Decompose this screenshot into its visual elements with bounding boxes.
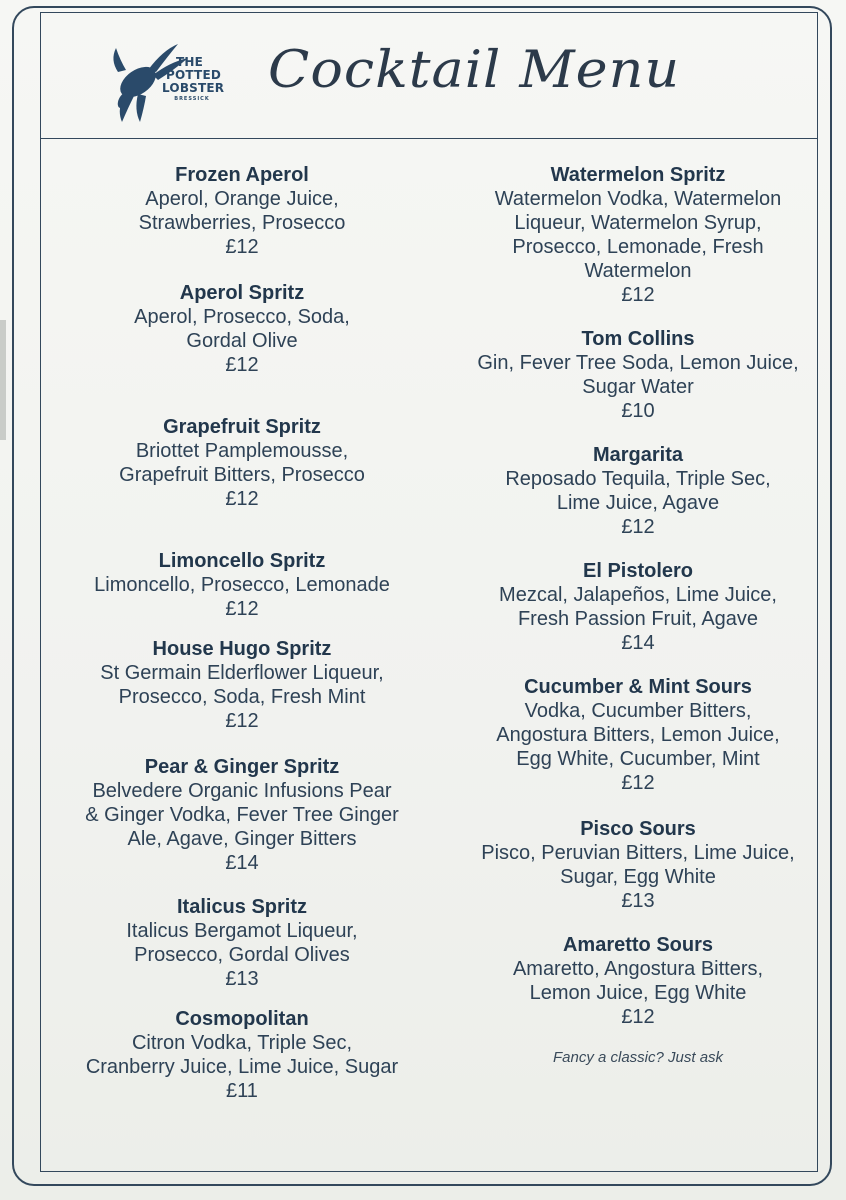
item-price: £13 [225, 968, 259, 990]
logo-line2: POTTED [166, 68, 222, 82]
item-name: House Hugo Spritz [152, 638, 332, 660]
item-description: Belvedere Organic Infusions Pear & Ginger Vodka, Fever Tree Ginger Ale, Agave, Ginger Bitters [85, 780, 399, 850]
menu-item [52, 281, 432, 377]
item-price: £13 [621, 890, 655, 912]
item-price: £11 [226, 1080, 258, 1102]
menu-item [446, 163, 830, 307]
item-name: El Pistolero [582, 560, 694, 582]
item-description: Aperol, Prosecco, Soda, Gordal Olive [134, 306, 350, 352]
item-name: Italicus Spritz [176, 896, 308, 918]
menu-item [52, 895, 432, 991]
item-name: Frozen Aperol [175, 164, 309, 186]
logo-line1: THE [176, 55, 204, 69]
menu-title: Cocktail Menu [268, 39, 681, 100]
item-name: Tom Collins [581, 328, 695, 350]
item-description: St Germain Elderflower Liqueur, Prosecco, Soda, Fresh Mint [100, 662, 384, 708]
item-description: Vodka, Cucumber Bitters, Angostura Bitters, Lemon Juice, Egg White, Cucumber, Mint [496, 700, 780, 770]
item-name: Amaretto Sours [562, 934, 714, 956]
footnote: Fancy a classic? Just ask [552, 1049, 724, 1066]
logo-line3: LOBSTER [162, 81, 225, 95]
item-description: Amaretto, Angostura Bitters, Lemon Juice, Egg White [512, 958, 764, 1004]
menu-item [52, 163, 432, 259]
logo-location: BRESSICK [174, 96, 210, 102]
item-name: Limoncello Spritz [158, 550, 326, 572]
item-price: £10 [621, 400, 655, 422]
menu-item [52, 637, 432, 733]
menu-item [446, 933, 830, 1029]
item-price: £12 [225, 236, 259, 258]
item-price: £12 [621, 1006, 655, 1028]
menu-item [52, 415, 432, 511]
item-name: Margarita [592, 444, 684, 466]
item-description: Aperol, Orange Juice, Strawberries, Prosecco [138, 188, 346, 234]
item-description: Limoncello, Prosecco, Lemonade [94, 574, 390, 596]
menu-item [52, 1007, 432, 1103]
item-price: £12 [225, 354, 259, 376]
menu-item [446, 817, 830, 913]
item-description: Briottet Pamplemousse, Grapefruit Bitters, Prosecco [119, 440, 365, 486]
logo-wordmark [162, 56, 242, 103]
left-column [52, 163, 432, 1103]
item-name: Aperol Spritz [179, 282, 305, 304]
item-name: Pear & Ginger Spritz [144, 756, 340, 778]
item-price: £14 [621, 632, 655, 654]
item-price: £12 [225, 710, 259, 732]
item-price: £12 [225, 488, 259, 510]
item-description: Gin, Fever Tree Soda, Lemon Juice, Sugar Water [477, 352, 799, 398]
item-name: Grapefruit Spritz [163, 416, 321, 438]
menu-item [446, 327, 830, 423]
menu-item [446, 443, 830, 539]
menu-item [52, 549, 432, 621]
item-name: Cosmopolitan [175, 1008, 309, 1030]
item-name: Pisco Sours [580, 818, 696, 840]
item-description: Mezcal, Jalapeños, Lime Juice, Fresh Passion Fruit, Agave [499, 584, 777, 630]
item-description: Pisco, Peruvian Bitters, Lime Juice, Sugar, Egg White [481, 842, 795, 888]
item-description: Reposado Tequila, Triple Sec, Lime Juice, Agave [505, 468, 771, 514]
right-column [446, 163, 830, 1066]
menu-item [446, 559, 830, 655]
item-name: Cucumber & Mint Sours [524, 676, 752, 698]
item-description: Italicus Bergamot Liqueur, Prosecco, Gordal Olives [126, 920, 358, 966]
item-price: £12 [621, 284, 655, 306]
item-description: Watermelon Vodka, Watermelon Liqueur, Watermelon Syrup, Prosecco, Lemonade, Fresh Watermelon [494, 188, 782, 282]
item-description: Citron Vodka, Triple Sec, Cranberry Juice, Lime Juice, Sugar [85, 1032, 399, 1078]
background-edge [0, 320, 6, 440]
item-price: £12 [621, 772, 655, 794]
item-price: £14 [225, 852, 259, 874]
menu-item [52, 755, 432, 875]
item-name: Watermelon Spritz [550, 164, 726, 186]
item-price: £12 [225, 598, 259, 620]
menu-item [446, 675, 830, 795]
item-price: £12 [621, 516, 655, 538]
header-divider [40, 138, 818, 139]
